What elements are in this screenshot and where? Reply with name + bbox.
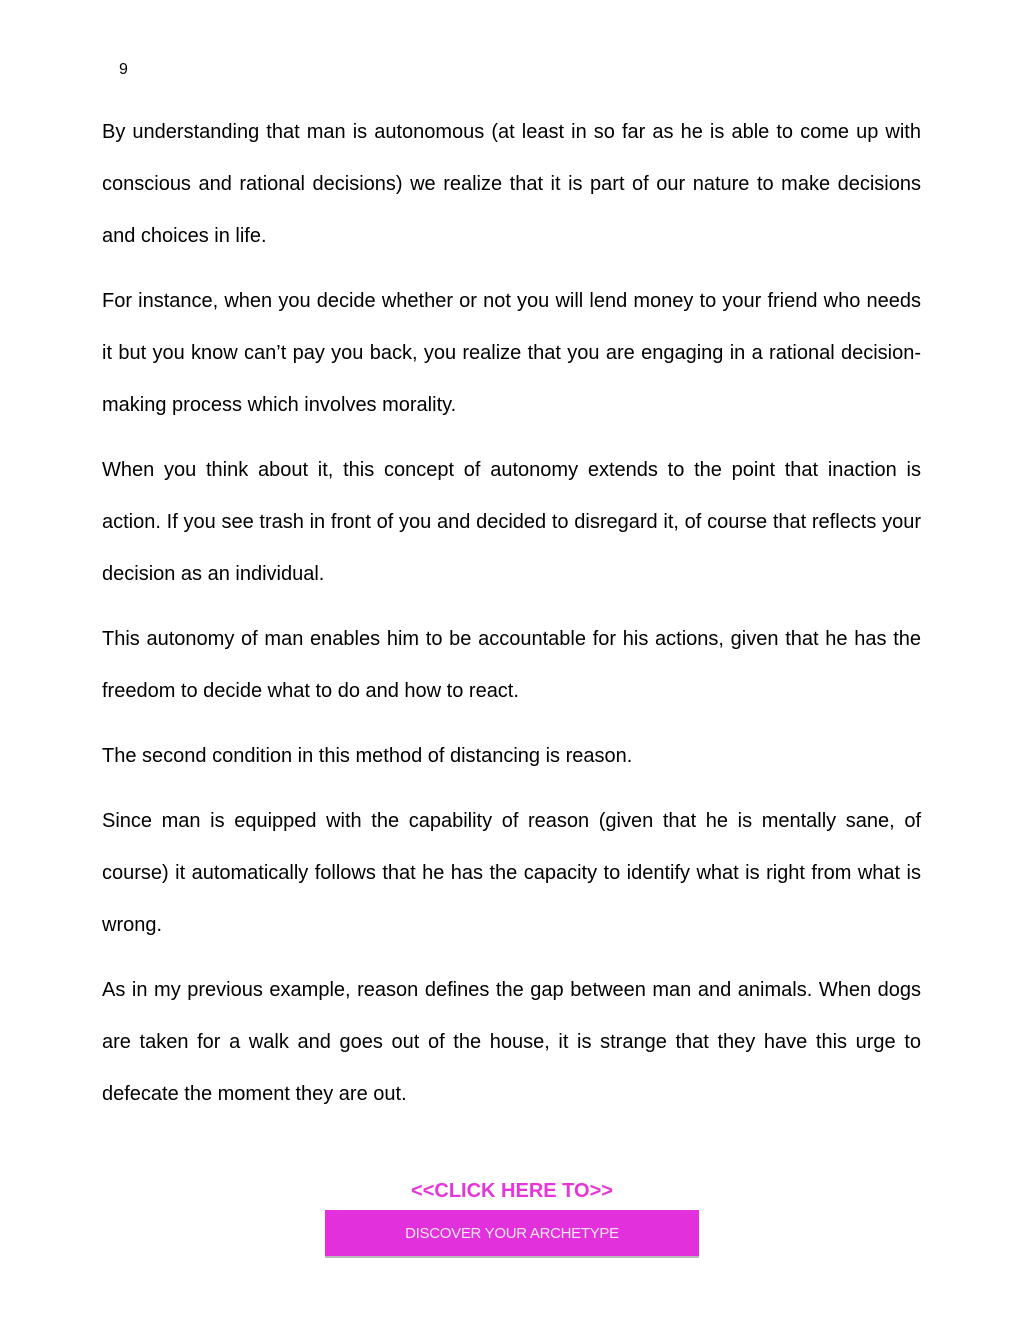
page-number: 9 [119,61,128,78]
paragraph: This autonomy of man enables him to be accountable for his actions, given that he has the freedom to decide what to do and how to react. [102,628,921,702]
paragraph: For instance, when you decide whether or not you will lend money to your friend who needs it but you know can’t pay you back, you realize that you are engaging in a rational decision-making process which involves morality. [102,290,921,416]
paragraph: As in my previous example, reason defines the gap between man and animals. When dogs are taken for a walk and goes out of the house, it is strange that they have this urge to defecate the moment they are out. [102,979,921,1105]
paragraph: Since man is equipped with the capability of reason (given that he is mentally sane, of course) it automatically follows that he has the capacity to identify what is right from what is wrong. [102,810,921,936]
paragraph: When you think about it, this concept of autonomy extends to the point that inaction is action. If you see trash in front of you and decided to disregard it, of course that reflects your decision as an individual. [102,459,921,585]
discover-archetype-button[interactable] [325,1210,699,1258]
document-body [102,106,921,1133]
discover-archetype-button-label: DISCOVER YOUR ARCHETYPE [405,1224,619,1242]
paragraph: By understanding that man is autonomous (at least in so far as he is able to come up with conscious and rational decisions) we realize that it is part of our nature to make decisions and choices in life. [102,121,921,247]
paragraph: The second condition in this method of distancing is reason. [102,745,633,767]
click-here-link[interactable]: <<CLICK HERE TO>> [411,1180,613,1202]
